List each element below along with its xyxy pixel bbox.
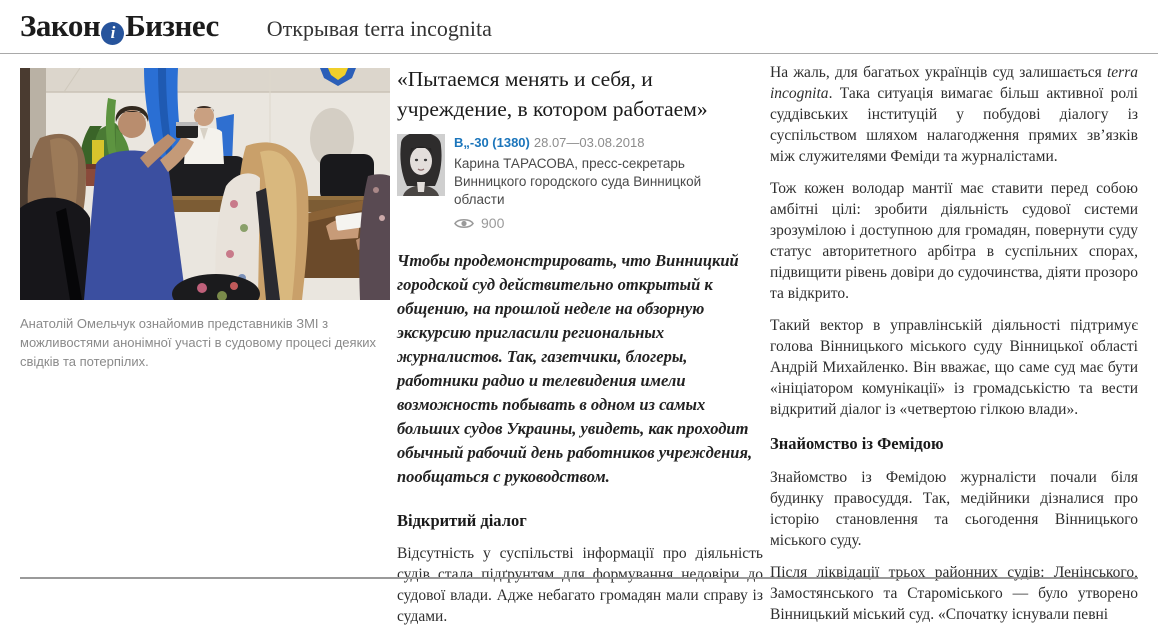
site-header bbox=[20, 8, 492, 52]
paragraph-text: На жаль, для багатьох українців суд залишається bbox=[770, 64, 1107, 81]
paragraph-text: . Така ситуація вимагає більш активної ролі суддівських інституцій у побудові діалогу із суспільством шляхом налагодження прямих зв’язків між служителями Феміди та журналістами. bbox=[770, 85, 1138, 165]
article-right-column bbox=[770, 62, 1138, 636]
courtroom-photo-illustration bbox=[20, 68, 390, 300]
view-count: 900 bbox=[481, 215, 505, 231]
page-tagline: Открывая terra incognita bbox=[266, 16, 492, 41]
article-paragraph bbox=[770, 62, 1138, 167]
article-paragraph: Знайомство із Фемідою журналісти почали біля будинку правосуддя. Так, медійники дізналися про історію становлення та сьогодення Вінницького міського суду. bbox=[770, 469, 1138, 549]
article-photo[interactable] bbox=[20, 68, 390, 300]
section-heading-meet-themis: Знайомство із Фемідою bbox=[770, 434, 944, 453]
logo-i-circle-icon: і bbox=[101, 22, 124, 45]
site-logo[interactable] bbox=[20, 8, 219, 44]
article-paragraph: Після ліквідації трьох районних судів: Ленінського, Замостянського та Староміського — було утворено Вінницький міський суд. «Спочатку існували певні bbox=[770, 564, 1138, 623]
footer-divider bbox=[20, 577, 1138, 579]
logo-text-part2: Бизнес bbox=[125, 8, 219, 43]
article-meta bbox=[397, 134, 763, 231]
photo-caption: Анатолій Омельчук ознайомив представників ЗМІ з можливостями анонімної участі в судовому процесі деяких свідків та потерпілих. bbox=[20, 316, 377, 369]
issue-date: 28.07—03.08.2018 bbox=[533, 135, 645, 150]
issue-date-line bbox=[454, 135, 754, 150]
article-paragraph: Тож кожен володар мантії має ставити перед собою амбітні цілі: зробити діяльність судової системи зрозумілою і доступною для громадян, повернути суду статус авторитетного арбітра в суспільних спорах, підвищити рівень довіри до судочинства, діяти прозоро та відкрито. bbox=[770, 180, 1138, 302]
article-paragraph: Відсутність у суспільстві інформації про діяльність судів стала підґрунтям для формування недовіри до судової влади. Адже небагато громадян мали справу із судами. bbox=[397, 545, 763, 625]
view-counter bbox=[454, 215, 754, 231]
article-paragraph: Такий вектор в управлінській діяльності підтримує голова Вінницького міського суду Вінницької області Андрій Михайленко. Він вважає, що саме суд має бути «ініціатором комунікації» із громадськістю та вести відкритий діалог із «четвертою гілкою влади». bbox=[770, 317, 1138, 418]
author-portrait-illustration bbox=[397, 134, 445, 196]
latin-phrase-italic: terra incognita bbox=[770, 64, 1138, 102]
header-divider bbox=[0, 53, 1158, 54]
meta-text-block bbox=[454, 134, 754, 231]
article-main-column bbox=[397, 64, 763, 627]
author-byline: Карина ТАРАСОВА, пресс-секретарь Винницкого городского суда Винницкой области bbox=[454, 156, 702, 207]
author-avatar[interactable] bbox=[397, 134, 445, 196]
eye-icon bbox=[454, 217, 474, 230]
section-heading-open-dialog: Відкритий діалог bbox=[397, 511, 527, 530]
article-title: «Пытаемся менять и себя, и учреждение, в котором работаем» bbox=[397, 67, 708, 121]
article-lead: Чтобы продемонстрировать, что Винницкий городской суд действительно открытый к общению, на прошлой неделе на обзорную экскурсию пригласили региональных журналистов. Так, газетчики, блогеры, работники радио и телевидения имели возможность побывать в одном из самых больших судов Украины, увидеть, как проходит обычный рабочий день работников учреждения, пообщаться с руководством. bbox=[397, 251, 753, 486]
logo-text-part1: Закон bbox=[20, 8, 101, 43]
issue-number-link[interactable]: В„-30 (1380) bbox=[454, 135, 530, 150]
photo-column bbox=[20, 68, 390, 371]
